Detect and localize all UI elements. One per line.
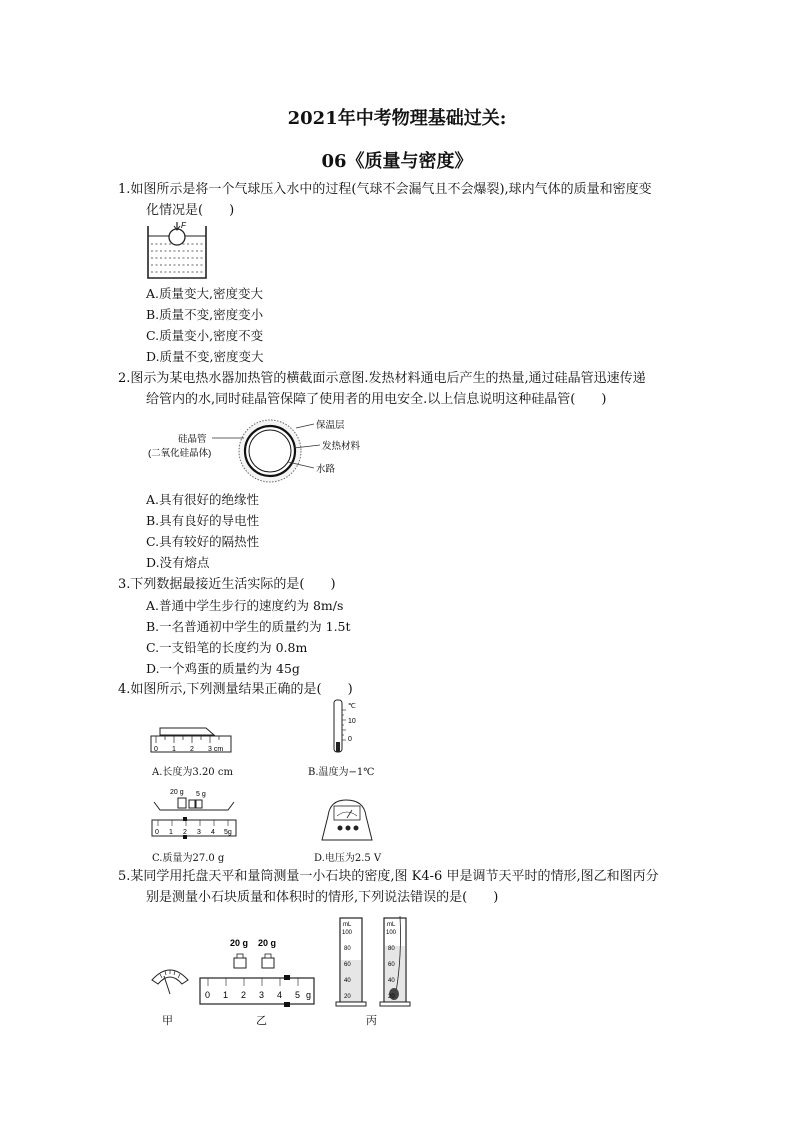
cyl1-tick-20: 20 [344,994,351,1000]
label-silicon-dioxide: (二氧化硅晶体) [148,448,212,459]
q5-scale-3: 3 [259,990,265,1000]
q5-weight-1: 20 g [230,938,249,948]
label-yi: 乙 [256,1014,267,1027]
scale-tick-5: 5g [224,829,232,836]
label-insulation-layer: 保温层 [316,420,345,431]
balloon-in-water-figure [146,222,208,280]
q1-option-a: A.质量变大,密度变大 [146,286,263,301]
voltmeter-figure [318,796,376,842]
q5-weight-2: 20 g [258,938,277,948]
q3-option-a: A.普通中学生步行的速度约为 8m/s [146,598,344,613]
q5-scale-1: 1 [223,990,229,1000]
silicon-tube-figure [148,418,388,484]
question-2-line1: 2.图示为某电热水器加热管的横截面示意图.发热材料通电后产生的热量,通过硅晶管迅速传递 [118,371,646,386]
question-4-line1: 4.如图所示,下列测量结果正确的是( ) [118,682,353,697]
q4-caption-a: A.长度为3.20 cm [152,767,233,778]
question-2-line2: 给管内的水,同时硅晶管保障了使用者的用电安全.以上信息说明这种硅晶管( ) [146,392,607,407]
q2-option-c: C.具有较好的隔热性 [146,534,260,549]
q1-option-c: C.质量变小,密度不变 [146,328,264,343]
ruler-tick-0: 0 [154,746,158,753]
scale-tick-0: 0 [155,829,159,836]
scale-tick-4: 4 [211,829,215,836]
q4-caption-b: B.温度为−1℃ [308,767,375,778]
cyl2-tick-40: 40 [388,978,395,984]
cyl2-unit: mL [387,922,396,928]
label-silicon-tube: 硅晶管 [178,434,207,445]
cyl1-unit: mL [343,922,352,928]
label-bing: 丙 [366,1014,377,1027]
scale-tick-3: 3 [197,829,201,836]
page-title: 2021年中考物理基础过关: [287,108,507,129]
q5-scale-0: 0 [205,990,211,1000]
q5-scale-5: 5 [295,990,301,1000]
question-1-line1: 1.如图所示是将一个气球压入水中的过程(气球不会漏气且不会爆裂),球内气体的质量和密度变 [118,182,652,197]
q5-scale-2: 2 [241,990,247,1000]
question-5-line2: 别是测量小石块质量和体积时的情形,下列说法错误的是( ) [146,890,499,905]
label-water-channel: 水路 [316,464,336,475]
cyl2-tick-100: 100 [386,930,397,936]
q1-option-d: D.质量不变,密度变大 [146,349,264,364]
q2-option-b: B.具有良好的导电性 [146,513,260,528]
question-5-line1: 5.某同学用托盘天平和量筒测量一小石块的密度,图 K4-6 甲是调节天平时的情形,图乙和图丙分 [118,869,659,884]
q5-scale-g: g [306,990,312,1000]
q4-caption-c: C.质量为27.0 g [152,853,225,864]
ruler-figure [150,726,234,754]
cyl1-tick-80: 80 [344,946,351,952]
q3-option-c: C.一支铅笔的长度约为 0.8m [146,640,308,655]
thermometer-figure [326,698,366,756]
thermo-tick-0: 0 [348,736,352,743]
label-heating-material: 发热材料 [322,441,361,452]
cyl1-tick-40: 40 [344,978,351,984]
cyl1-tick-100: 100 [342,930,353,936]
balance-pointer-figure [148,962,192,996]
force-label: F [181,221,186,230]
q2-option-d: D.没有熔点 [146,555,210,570]
cylinder-1-figure [334,916,368,1008]
q2-option-a: A.具有很好的绝缘性 [146,492,260,507]
balance-scale-figure [150,782,238,842]
question-1-line2: 化情况是( ) [146,203,235,218]
question-3-line1: 3.下列数据最接近生活实际的是( ) [118,577,336,592]
cyl2-tick-80: 80 [388,946,395,952]
page-subtitle: 06《质量与密度》 [321,151,473,172]
q5-scale-4: 4 [277,990,283,1000]
cyl2-tick-60: 60 [388,962,395,968]
weight-20g: 20 g [170,789,184,796]
balance-beam-figure [198,936,318,1022]
cylinder-2-figure [378,916,412,1008]
scale-tick-2: 2 [183,829,187,836]
thermo-tick-10: 10 [348,718,356,725]
scale-tick-1: 1 [169,829,173,836]
weight-5g: 5 g [196,791,206,798]
q1-option-b: B.质量不变,密度变小 [146,307,264,322]
q4-caption-d: D.电压为2.5 V [314,853,382,864]
q3-option-b: B.一名普通初中学生的质量约为 1.5t [146,619,351,634]
cyl2-tick-20: 20 [388,994,395,1000]
q3-option-d: D.一个鸡蛋的质量约为 45g [146,661,300,676]
thermo-unit: ℃ [348,703,356,710]
ruler-tick-2: 2 [190,746,194,753]
ruler-tick-3: 3 cm [208,746,224,753]
cyl1-tick-60: 60 [344,962,351,968]
label-jia: 甲 [162,1014,173,1027]
ruler-tick-1: 1 [172,746,176,753]
